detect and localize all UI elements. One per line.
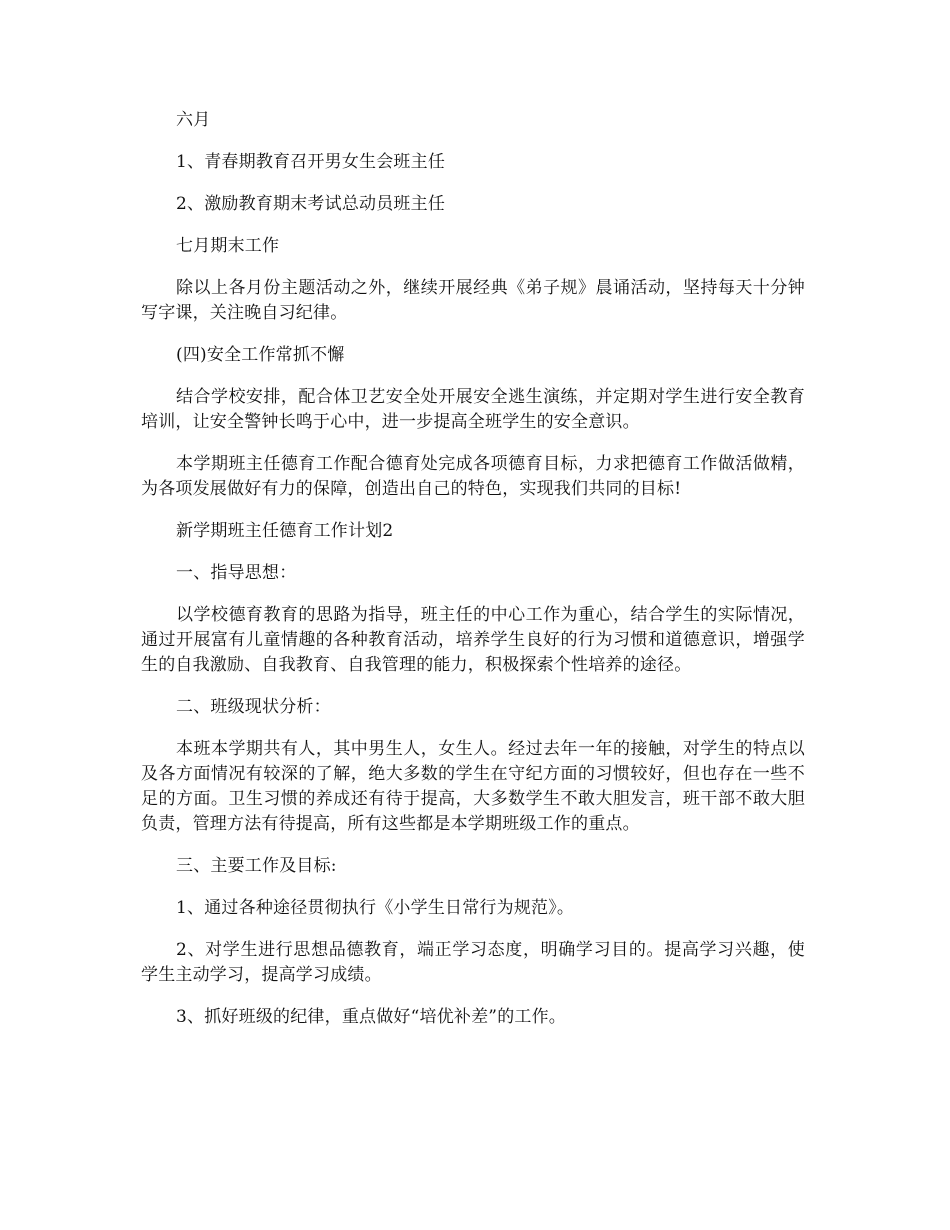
section-heading: 一、指导思想： [176, 563, 297, 583]
paragraph: 2、激励教育期末考试总动员班主任 [176, 194, 446, 214]
paragraph: 本班本学期共有人，其中男生人，女生人。经过去年一年的接触，对学生的特点以及各方面情况有较深的了解，绝大多数的学生在守纪方面的习惯较好，但也存在一些不足的方面。卫生习惯的养成还有待于提高，大多数学生不敢大胆发言，班干部不敢大胆负责，管理方法有待提高，所有这些都是本学期班级工作的重点。 [141, 739, 805, 834]
paragraph: 结合学校安排，配合体卫艺安全处开展安全逃生演练，并定期对学生进行安全教育培训，让安全警钟长鸣于心中，进一步提高全班学生的安全意识。 [141, 387, 805, 432]
section-heading: 二、班级现状分析： [176, 697, 331, 717]
paragraph: 以学校德育教育的思路为指导，班主任的中心工作为重心，结合学生的实际情况，通过开展富有儿童情趣的各种教育活动，培养学生良好的行为习惯和道德意识，增强学生的自我激励、自我教育、自我管理的能力，积极探索个性培养的途径。 [141, 605, 805, 675]
document-subtitle: 新学期班主任德育工作计划2 [176, 521, 394, 541]
paragraph: 六月 [176, 110, 211, 130]
section-heading: 三、主要工作及目标: [176, 856, 337, 876]
section-heading: 七月期末工作 [176, 236, 280, 256]
paragraph: 本学期班主任德育工作配合德育处完成各项德育目标，力求把德育工作做活做精，为各项发展做好有力的保障，创造出自己的特色，实现我们共同的目标! [141, 454, 805, 499]
section-heading: (四)安全工作常抓不懈 [176, 345, 345, 365]
list-item: 2、对学生进行思想品德教育，端正学习态度，明确学习目的。提高学习兴趣，使学生主动学习，提高学习成绩。 [141, 940, 805, 985]
list-item: 1、通过各种途径贯彻执行《小学生日常行为规范》。 [176, 898, 575, 918]
document-body [141, 108, 805, 1047]
list-item: 3、抓好班级的纪律，重点做好“培优补差”的工作。 [176, 1007, 566, 1027]
paragraph: 1、青春期教育召开男女生会班主任 [176, 152, 446, 172]
paragraph: 除以上各月份主题活动之外，继续开展经典《弟子规》晨诵活动，坚持每天十分钟写字课，关注晚自习纪律。 [141, 278, 805, 323]
